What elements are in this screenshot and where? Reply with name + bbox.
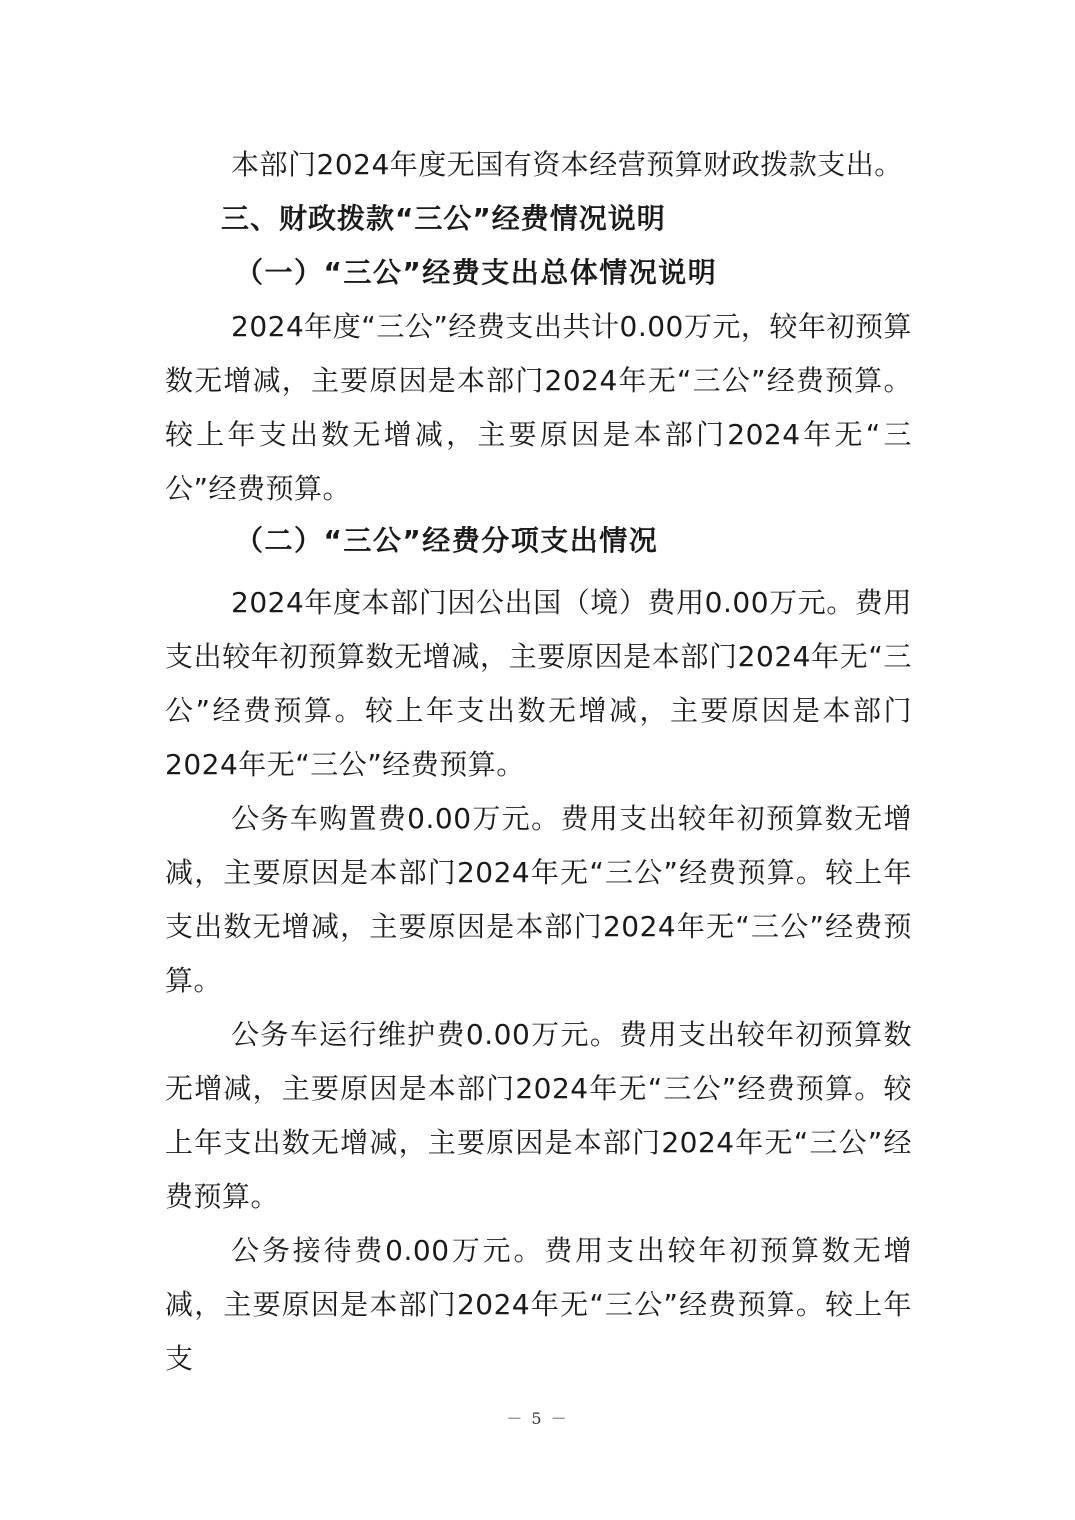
section-heading: 三、财政拨款“三公”经费情况说明: [221, 202, 666, 235]
subsection-1-heading-block: [165, 246, 912, 300]
intro-paragraph-block: [165, 138, 912, 192]
car-operation-paragraph-block: [165, 1008, 912, 1224]
car-operation-paragraph: 公务车运行维护费0.00万元。费用支出较年初预算数无增减，主要原因是本部门2024年无“三公”经费预算。较上年支出数无增减，主要原因是本部门2024年无“三公”经费预算。: [165, 1018, 912, 1213]
abroad-paragraph-block: [165, 576, 912, 792]
subsection-2-heading-block: [165, 514, 912, 568]
section-heading-block: [165, 192, 912, 246]
subsection-2-heading: （二）“三公”经费分项支出情况: [235, 524, 659, 557]
car-purchase-paragraph: 公务车购置费0.00万元。费用支出较年初预算数无增减，主要原因是本部门2024年无“三公”经费预算。较上年支出数无增减，主要原因是本部门2024年无“三公”经费预算。: [165, 802, 912, 997]
subsection-1-paragraph: 2024年度“三公”经费支出共计0.00万元，较年初预算数无增减，主要原因是本部门2024年无“三公”经费预算。较上年支出数无增减，主要原因是本部门2024年无“三公”经费预算。: [165, 310, 912, 505]
subsection-1-heading: （一）“三公”经费支出总体情况说明: [235, 256, 718, 289]
intro-paragraph: 本部门2024年度无国有资本经营预算财政拨款支出。: [231, 148, 903, 181]
reception-paragraph: 公务接待费0.00万元。费用支出较年初预算数无增减，主要原因是本部门2024年无“三公”经费预算。较上年支: [165, 1234, 912, 1375]
abroad-paragraph: 2024年度本部门因公出国（境）费用0.00万元。费用支出较年初预算数无增减，主要原因是本部门2024年无“三公”经费预算。较上年支出数无增减，主要原因是本部门2024年无“三公”经费预算。: [165, 586, 912, 781]
reception-paragraph-block: [165, 1224, 912, 1386]
car-purchase-paragraph-block: [165, 792, 912, 1008]
subsection-1-paragraph-block: [165, 300, 912, 516]
page-number: － 5 －: [506, 1409, 569, 1428]
